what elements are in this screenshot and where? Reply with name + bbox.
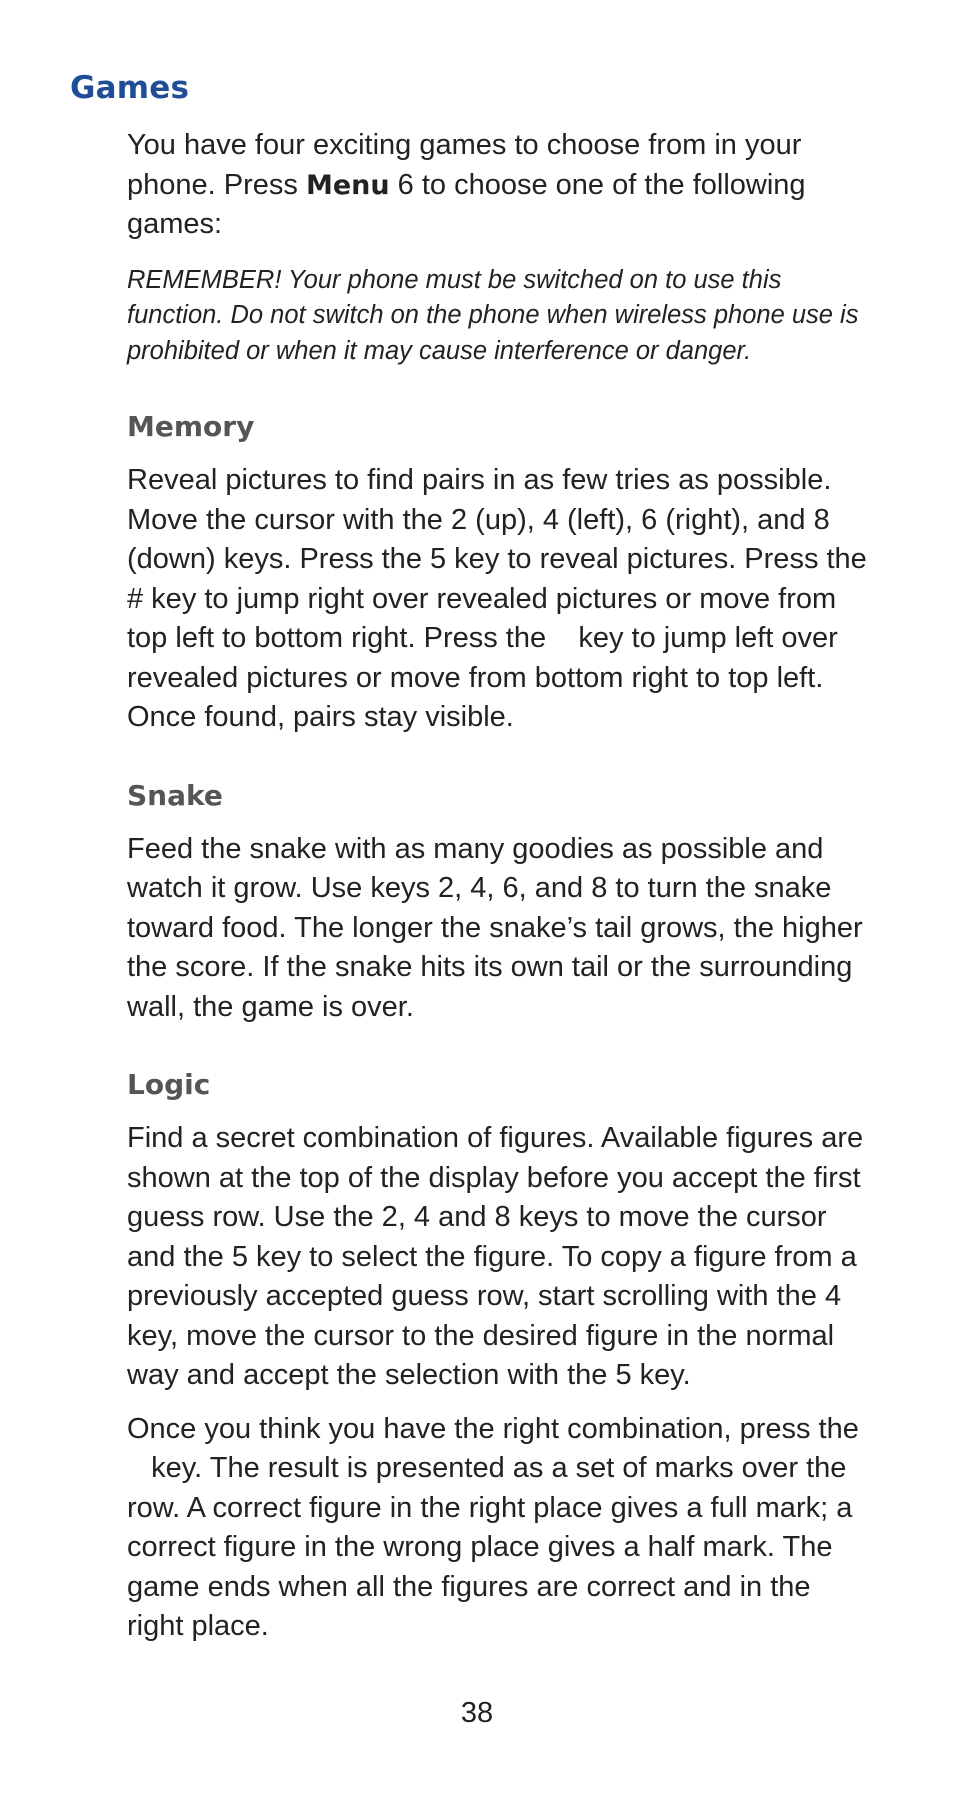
intro-text-end: 6 to choose one of the following games: <box>127 168 806 240</box>
section-text-memory: Reveal pictures to find pairs in as few tries as possible. Move the cursor with the 2 (up), 4 (left), 6 (right), and 8 (down) keys. Press the 5 key to reveal pictures. Press the # key to jump right over revealed pictures or move from top left to bottom right. Press the key to jump left over revealed pictures or move from bottom right to top left. Once found, pairs stay visible. <box>127 464 867 733</box>
section-text-logic-1: Find a secret combination of figures. Available figures are shown at the top of the display before you accept the first guess row. Use the 2, 4 and 8 keys to move the cursor and the 5 key to select the figure. To copy a figure from a previously accepted guess row, start scrolling with the 4 key, move the cursor to the desired figure in the normal way and accept the selection with the 5 key. <box>127 1122 864 1391</box>
page-title: Games <box>70 70 190 106</box>
section-title-logic: Logic <box>127 1068 211 1101</box>
intro-text-start: You have four exciting games to choose from in your phone. Press <box>127 129 802 201</box>
menu-key-label: Menu <box>305 169 390 201</box>
section-title-memory: Memory <box>127 410 255 443</box>
intro-paragraph <box>127 126 872 245</box>
page-number: 38 <box>460 1697 494 1729</box>
section-text-snake: Feed the snake with as many goodies as possible and watch it grow. Use keys 2, 4, 6, and 8 to turn the snake toward food. The longer the snake’s tail grows, the higher the score. If the snake hits its own tail or the surrounding wall, the game is over. <box>127 832 863 1023</box>
section-title-snake: Snake <box>127 778 223 812</box>
remember-note: REMEMBER! Your phone must be switched on to use this function. Do not switch on the phone when wireless phone use is prohibited or when it may cause interference or danger. <box>127 265 859 365</box>
content-body <box>127 126 872 1647</box>
section-text-logic-2: Once you think you have the right combination, press the key. The result is presented as a set of marks over the row. A correct figure in the right place gives a full mark; a correct figure in the wrong place gives a half mark. The game ends when all the figures are correct and in the right place. <box>127 1412 859 1642</box>
